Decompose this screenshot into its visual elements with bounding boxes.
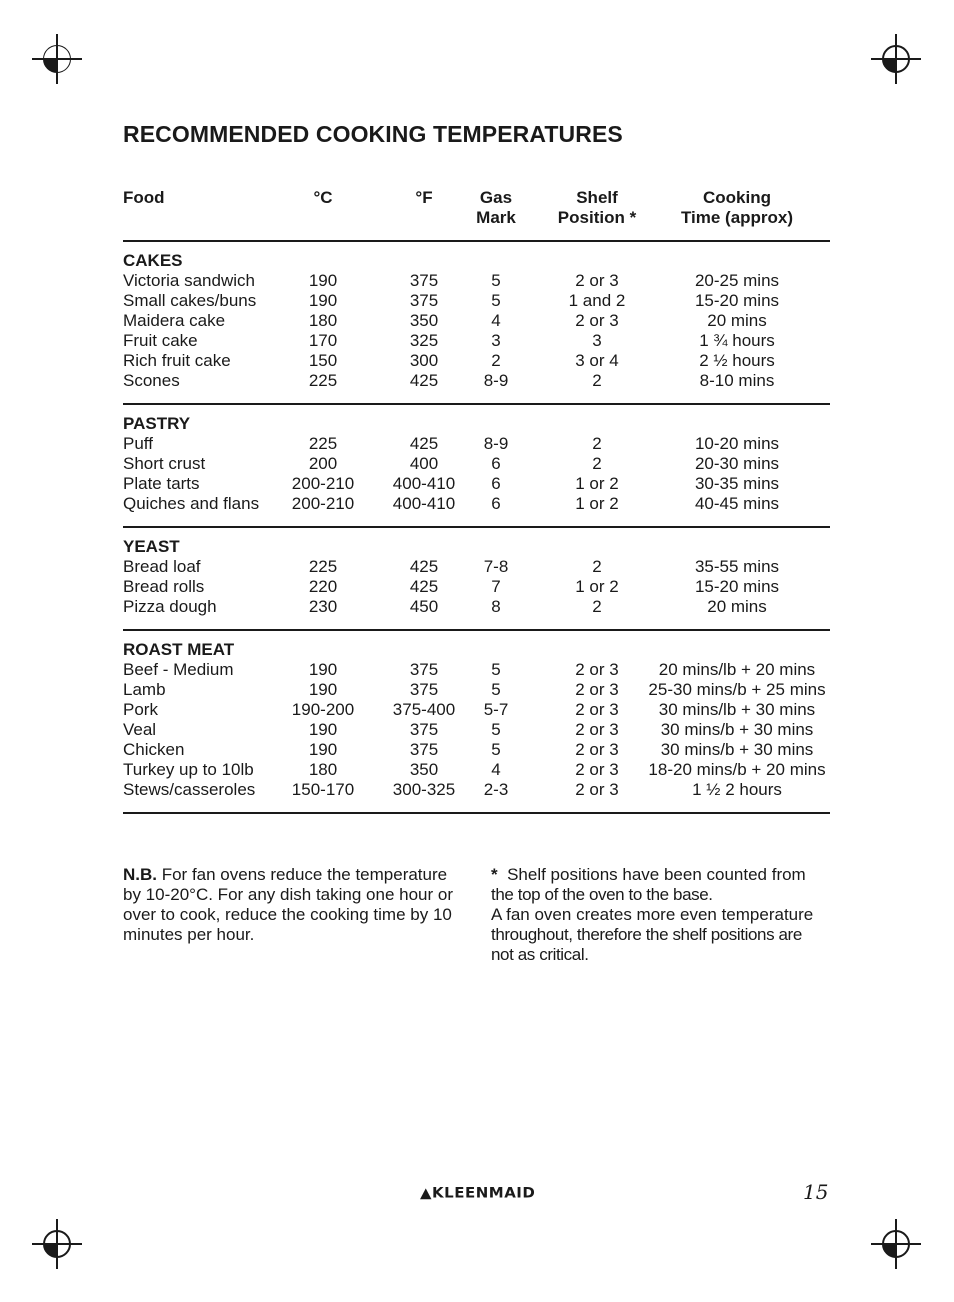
table-row: Victoria sandwich 190 375 5 2 or 3 20-25 mins	[123, 271, 780, 290]
note-line: Shelf positions have been counted from	[507, 865, 806, 884]
table-body	[123, 251, 830, 814]
section-title: ROAST MEAT	[123, 640, 235, 659]
cell-food: Quiches and flans	[123, 494, 260, 513]
table-section	[123, 640, 830, 800]
table-row: Pizza dough 230 450 8 2 20 mins	[123, 597, 767, 616]
table-row: Rich fruit cake 150 300 2 3 or 4 2 ½ hours	[123, 351, 775, 370]
note-line: not as critical.	[491, 945, 589, 964]
cell-food: Stews/casseroles	[123, 780, 256, 799]
table-section	[123, 537, 830, 617]
table-row: Maidera cake 180 350 4 2 or 3 20 mins	[123, 311, 767, 330]
note-line: A fan oven creates more even temperature	[491, 905, 814, 924]
brand-logo	[420, 1184, 535, 1201]
table-section	[123, 414, 830, 514]
table-row: Veal 190 375 5 2 or 3 30 mins/b + 30 mins	[123, 720, 814, 739]
table-row: Puff 225 425 8-9 2 10-20 mins	[123, 434, 780, 453]
table-row: Scones 225 425 8-9 2 8-10 mins	[123, 371, 775, 390]
cell-food: Rich fruit cake	[123, 351, 231, 370]
table-divider	[123, 629, 830, 631]
page-title: RECOMMENDED COOKING TEMPERATURES	[123, 121, 623, 147]
cell-food: Short crust	[123, 454, 206, 473]
cooking-temperatures-table	[123, 188, 830, 823]
cell-food: Bread loaf	[123, 557, 201, 576]
cell-food: Victoria sandwich	[123, 271, 255, 290]
shelf-position-note	[491, 865, 831, 965]
note-line: For fan ovens reduce the temperature	[157, 865, 448, 884]
section-title: YEAST	[123, 537, 180, 556]
cell-food: Puff	[123, 434, 153, 453]
cell-food: Plate tarts	[123, 474, 200, 493]
cell-food: Scones	[123, 371, 180, 390]
note-line: the top of the oven to the base.	[491, 885, 713, 904]
cell-food: Small cakes/buns	[123, 291, 257, 310]
brand-name: KLEENMAID	[432, 1184, 536, 1202]
table-row: Fruit cake 170 325 3 3 1 ¾ hours	[123, 331, 775, 350]
cell-food: Turkey up to 10lb	[123, 760, 254, 779]
note-line: by 10-20°C. For any dish taking one hour or	[123, 885, 453, 904]
section-title: CAKES	[123, 251, 183, 270]
fan-oven-note	[123, 865, 465, 945]
note-line: minutes per hour.	[123, 925, 255, 944]
table-divider	[123, 526, 830, 528]
header-food: Food	[123, 188, 165, 207]
cell-food: Veal	[123, 720, 157, 739]
table-section	[123, 251, 830, 391]
cell-food: Maidera cake	[123, 311, 226, 330]
registration-mark-bottom-right-icon	[871, 1219, 921, 1269]
table-row: Bread loaf 225 425 7-8 2 35-55 mins	[123, 557, 780, 576]
kleenmaid-logo-icon: ▲	[420, 1184, 433, 1202]
table-row: Plate tarts 200-210 400-410 6 1 or 2 30-35 mins	[123, 474, 780, 493]
table-row: Short crust 200 400 6 2 20-30 mins	[123, 454, 780, 473]
table-row: Bread rolls 220 425 7 1 or 2 15-20 mins	[123, 577, 780, 596]
table-divider	[123, 240, 830, 242]
note-line: over to cook, reduce the cooking time by 10	[123, 905, 452, 924]
cell-food: Chicken	[123, 740, 185, 759]
table-row: Pork 190-200 375-400 5-7 2 or 3 30 mins/lb + 30 mins	[123, 700, 816, 719]
table-header: Food °C °F Gas Mark Shelf Position * Cooking Time (approx)	[123, 188, 794, 227]
cell-food: Lamb	[123, 680, 166, 699]
cell-food: Beef - Medium	[123, 660, 234, 679]
cell-food: Pizza dough	[123, 597, 217, 616]
registration-mark-top-right-icon	[871, 34, 921, 84]
table-row: Small cakes/buns 190 375 5 1 and 2 15-20 mins	[123, 291, 780, 310]
table-row: Chicken 190 375 5 2 or 3 30 mins/b + 30 mins	[123, 740, 814, 759]
registration-mark-top-left-icon	[32, 34, 82, 84]
page-number: 15	[803, 1180, 829, 1204]
registration-mark-bottom-left-icon	[32, 1219, 82, 1269]
cell-food: Fruit cake	[123, 331, 198, 350]
note-marker: *	[491, 865, 498, 884]
table-divider	[123, 403, 830, 405]
table-row: Quiches and flans 200-210 400-410 6 1 or 2 40-45 mins	[123, 494, 780, 513]
note-line: throughout, therefore the shelf positions are	[491, 925, 802, 944]
note-label: N.B.	[123, 865, 157, 884]
table-divider	[123, 812, 830, 814]
cell-food: Bread rolls	[123, 577, 205, 596]
section-title: PASTRY	[123, 414, 191, 433]
table-row: Lamb 190 375 5 2 or 3 25-30 mins/b + 25 mins	[123, 680, 826, 699]
cell-food: Pork	[123, 700, 158, 719]
table-row: Turkey up to 10lb 180 350 4 2 or 3 18-20 mins/b + 20 mins	[123, 760, 826, 779]
table-row: Stews/casseroles 150-170 300-325 2-3 2 or 3 1 ½ 2 hours	[123, 780, 782, 799]
table-row: Beef - Medium 190 375 5 2 or 3 20 mins/lb + 20 mins	[123, 660, 816, 679]
